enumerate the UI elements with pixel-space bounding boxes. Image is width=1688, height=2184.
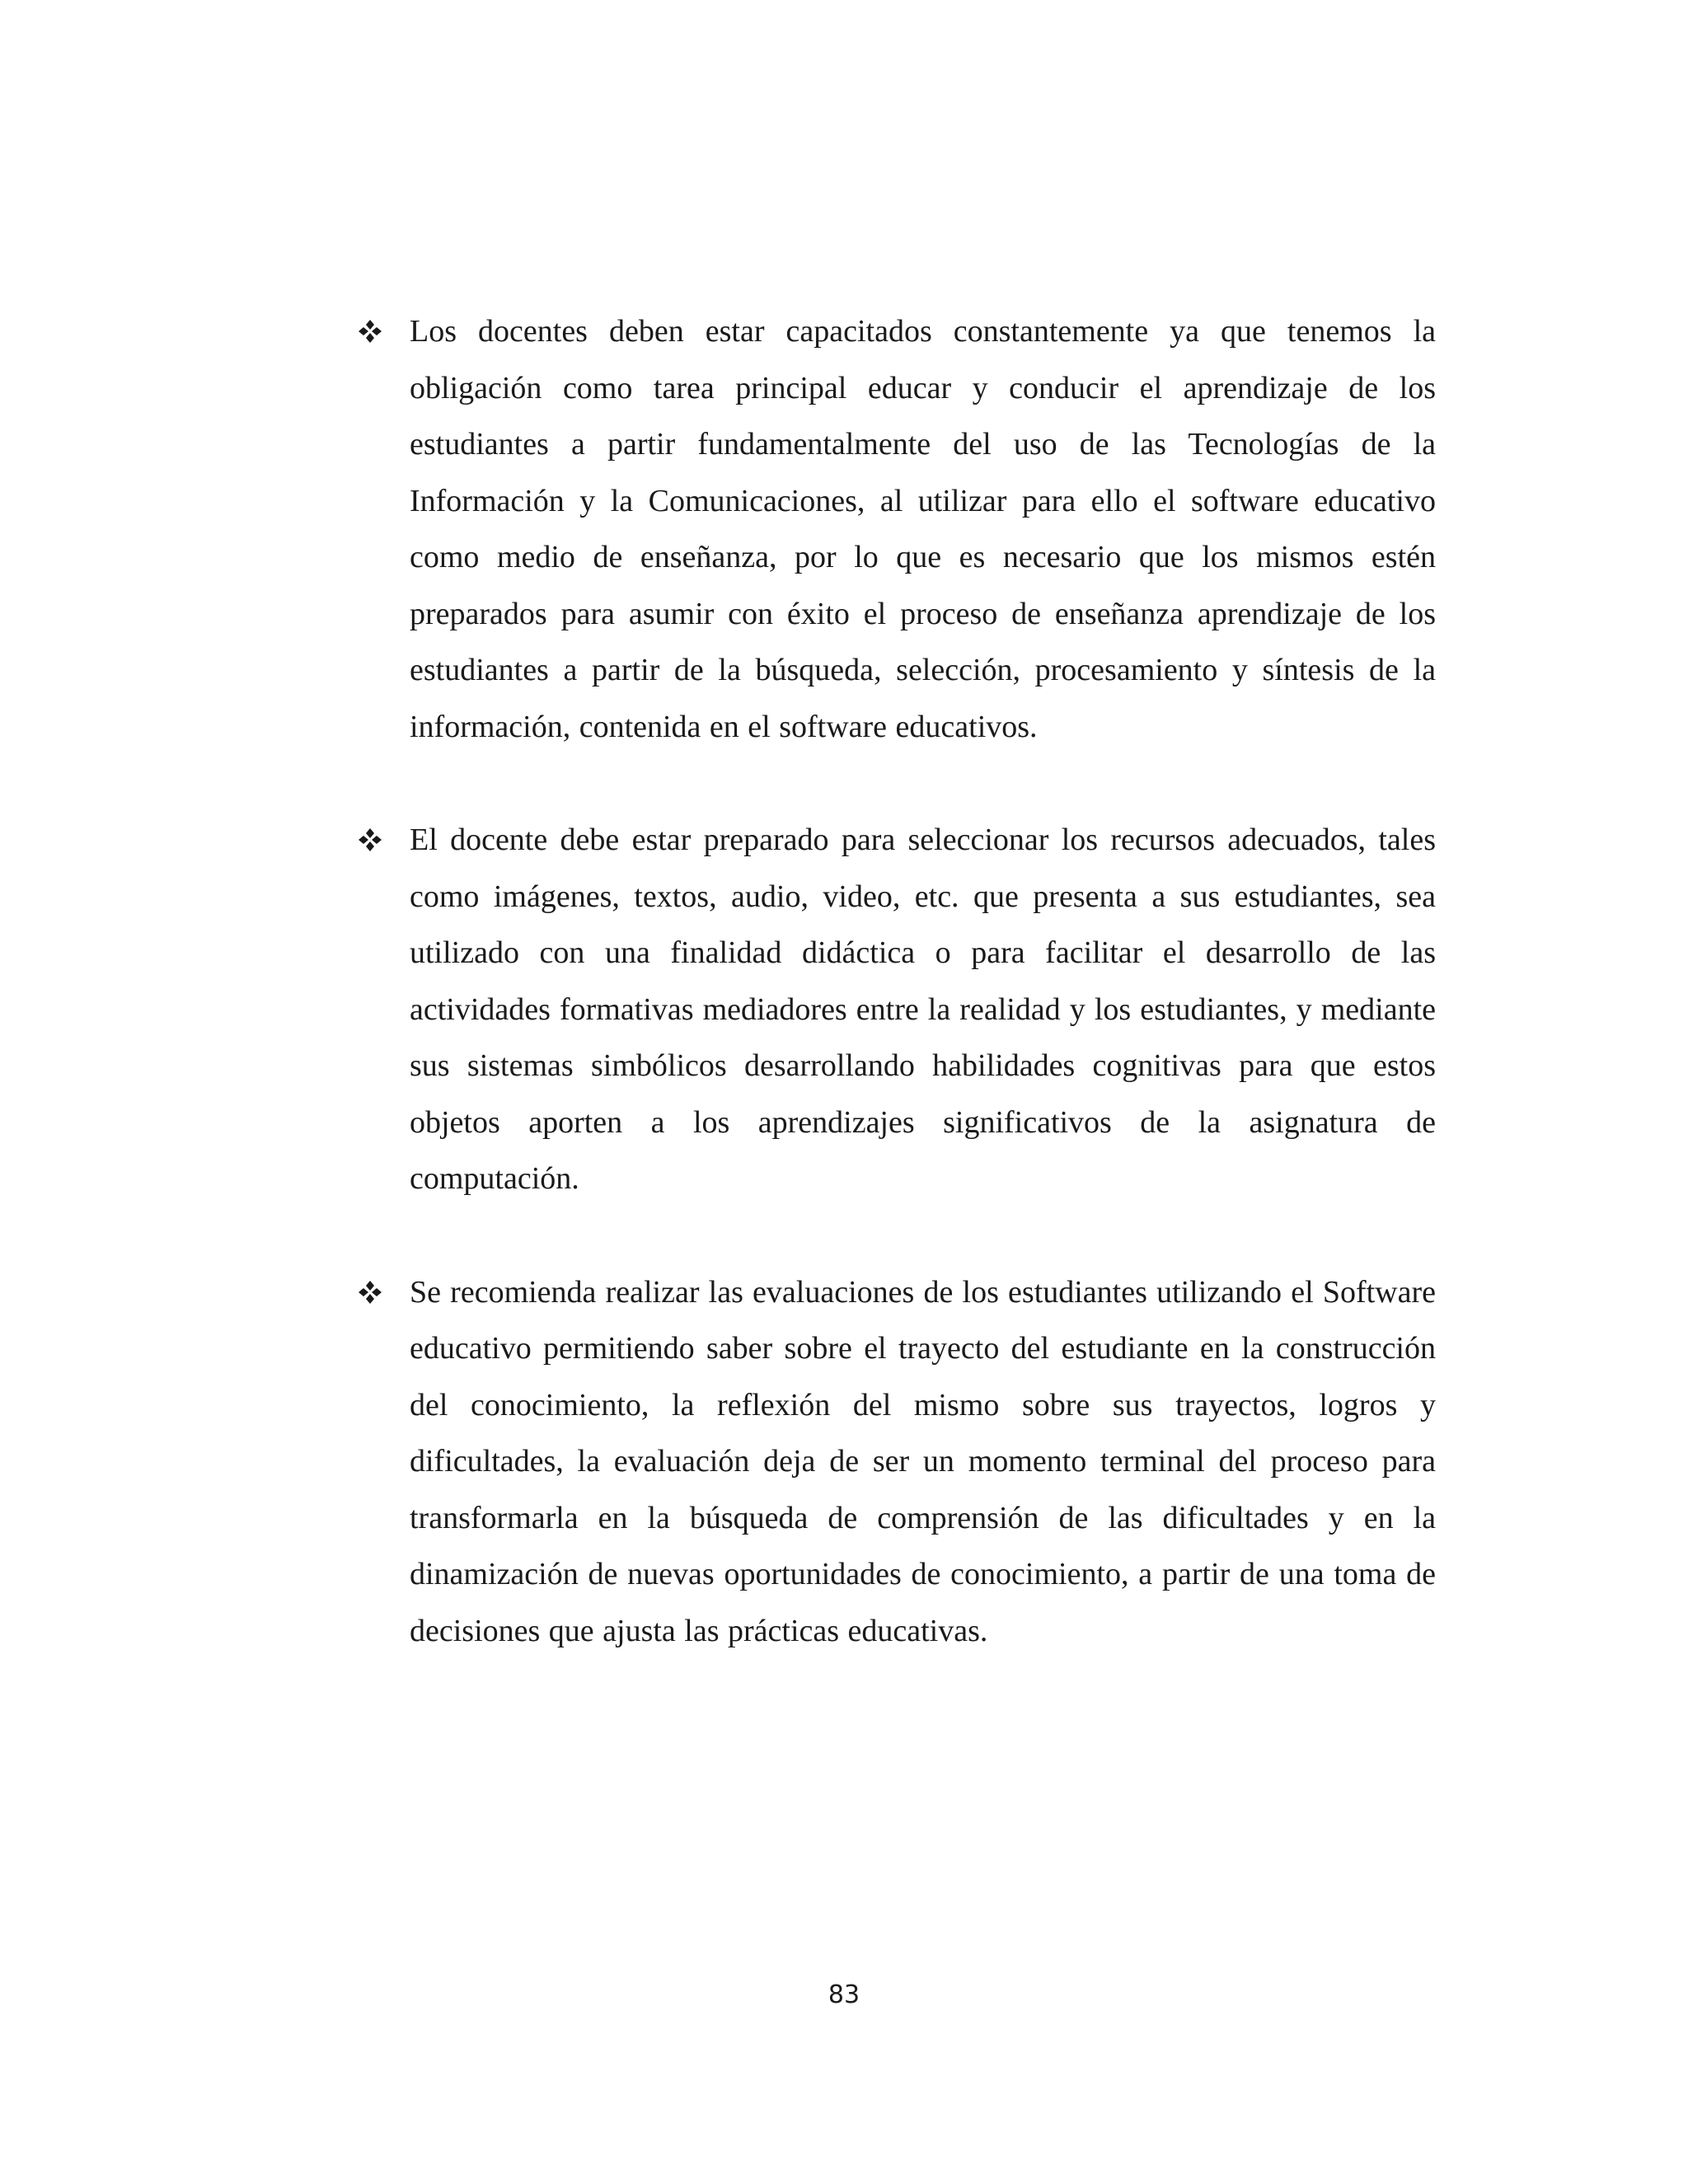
list-item <box>356 1264 1436 1660</box>
list-item <box>356 303 1436 755</box>
four-diamond-bullet-icon <box>358 827 382 852</box>
recommendations-list <box>356 303 1436 1716</box>
list-item-text: Los docentes deben estar capacitados constantemente ya que tenemos la obligación como tarea principal educar y conducir el aprendizaje de los estudiantes a partir fundamentalmente del uso de las Tecnologías de la Información y la Comunicaciones, al utilizar para ello el software educativo como medio de enseñanza, por lo que es necesario que los mismos estén preparados para asumir con éxito el proceso de enseñanza aprendizaje de los estudiantes a partir de la búsqueda, selección, procesamiento y síntesis de la información, contenida en el software educativos. <box>410 314 1436 744</box>
list-item-text: El docente debe estar preparado para seleccionar los recursos adecuados, tales como imágenes, textos, audio, video, etc. que presenta a sus estudiantes, sea utilizado con una finalidad didáctica o para facilitar el desarrollo de las actividades formativas mediadores entre la realidad y los estudiantes, y mediante sus sistemas simbólicos desarrollando habilidades cognitivas para que estos objetos aporten a los aprendizajes significativos de la asignatura de computación. <box>410 823 1436 1196</box>
four-diamond-bullet-icon <box>358 319 382 344</box>
page-number: 83 <box>828 1980 860 2009</box>
list-item-text: Se recomienda realizar las evaluaciones de los estudiantes utilizando el Software educativo permitiendo saber sobre el trayecto del estudiante en la construcción del conocimiento, la reflexión del mismo sobre sus trayectos, logros y dificultades, la evaluación deja de ser un momento terminal del proceso para transformarla en la búsqueda de comprensión de las dificultades y en la dinamización de nuevas oportunidades de conocimiento, a partir de una toma de decisiones que ajusta las prácticas educativas. <box>410 1274 1436 1648</box>
list-item <box>356 812 1436 1207</box>
four-diamond-bullet-icon <box>358 1280 382 1305</box>
